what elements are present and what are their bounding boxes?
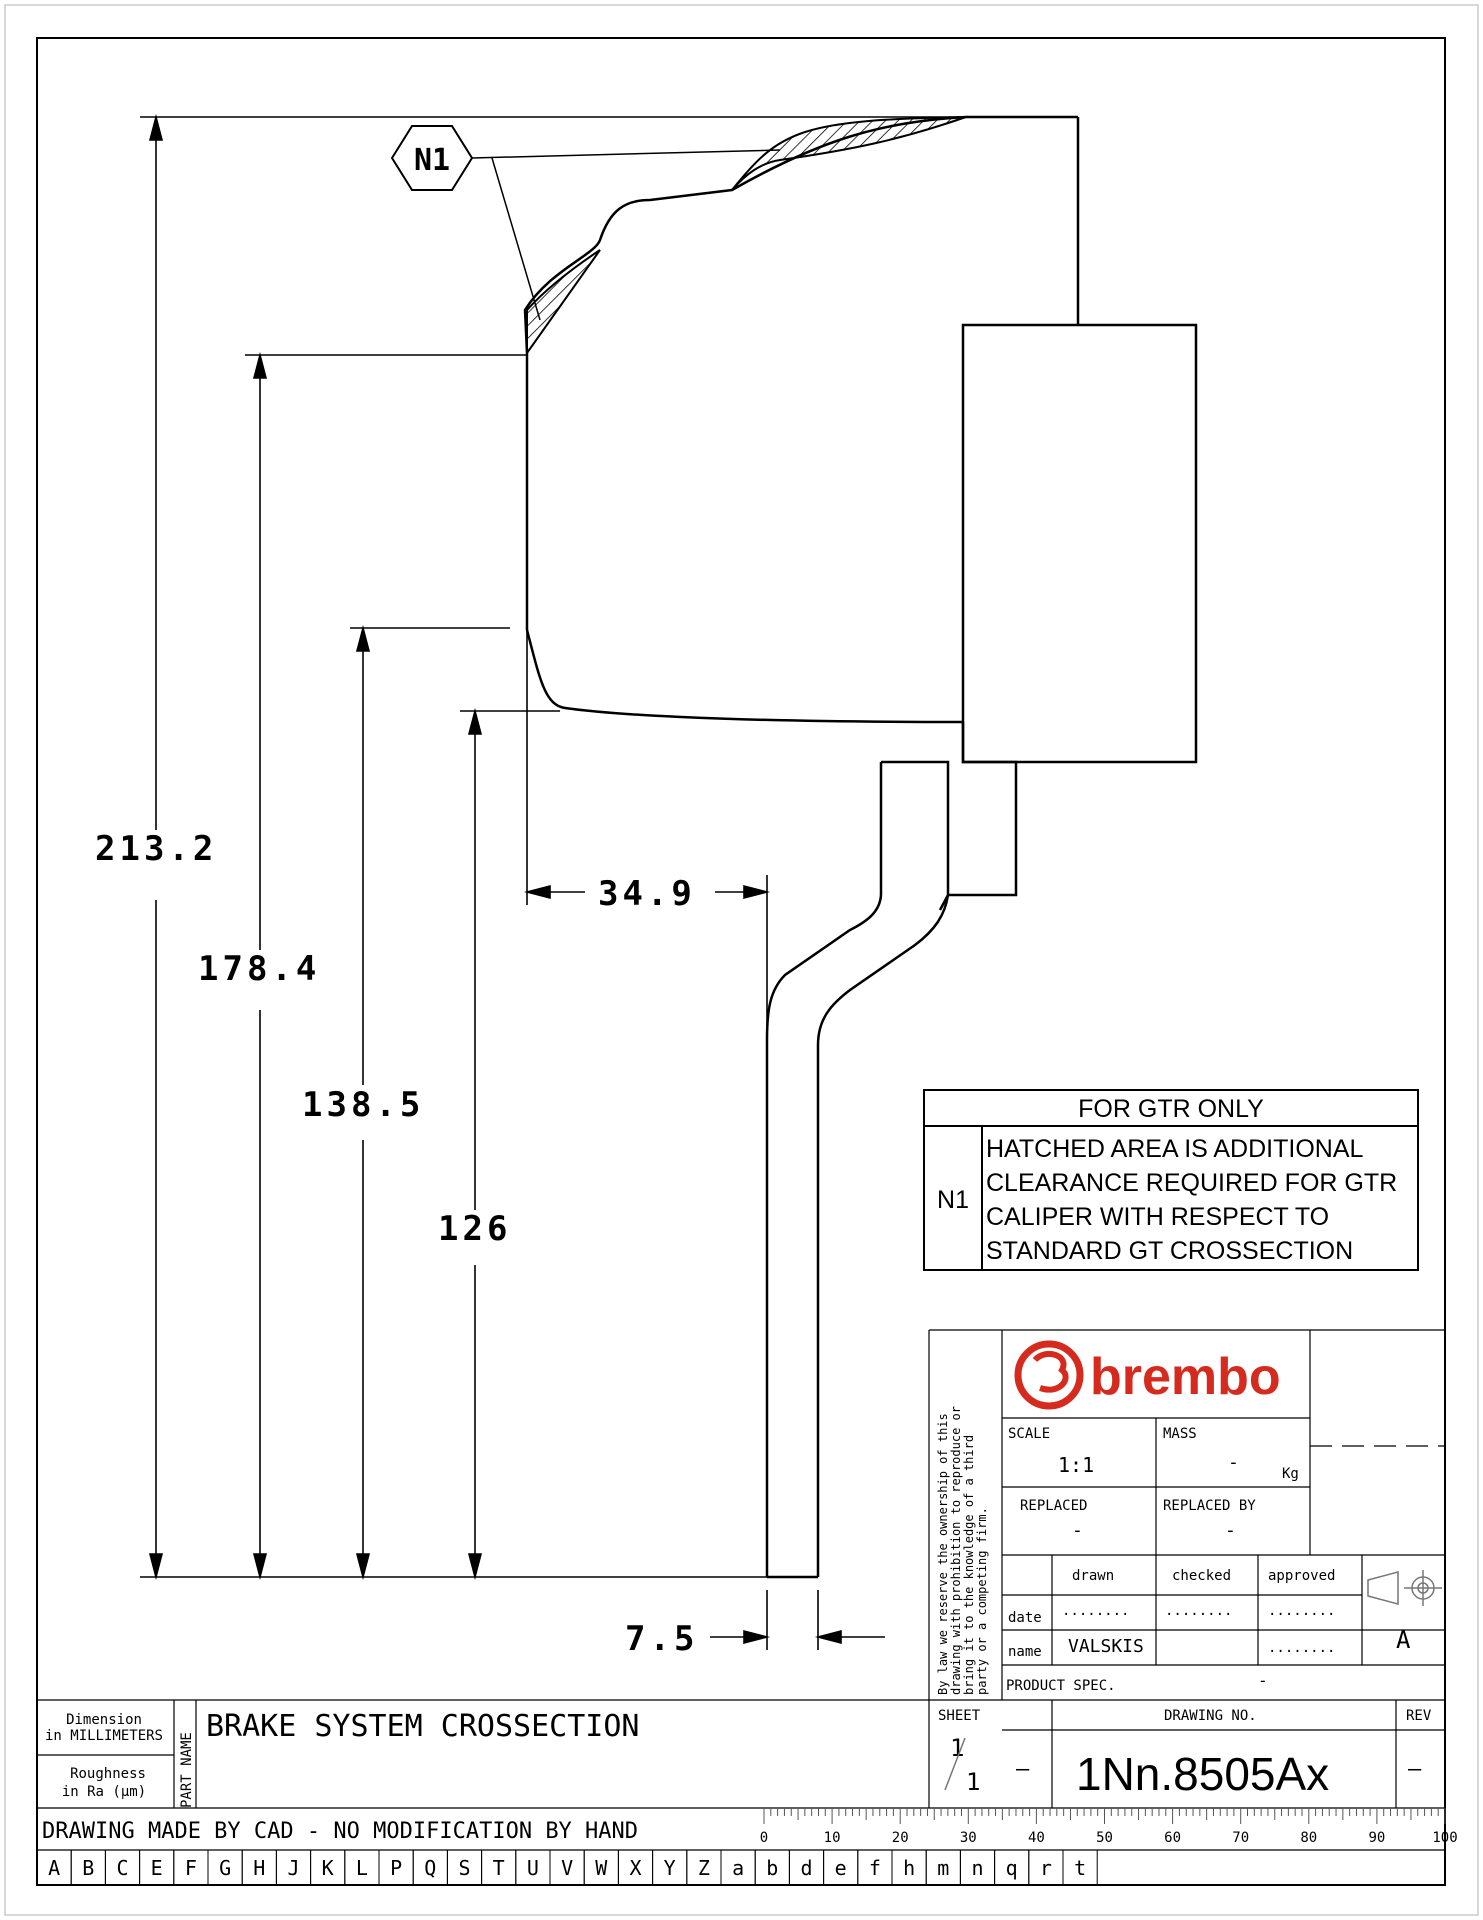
- drawing-no-label: DRAWING NO.: [1164, 1708, 1257, 1724]
- mass-unit: Kg: [1282, 1466, 1299, 1482]
- ruler-label: 60: [1164, 1830, 1182, 1846]
- date-drawn: ........: [1062, 1603, 1130, 1619]
- replaced-by-value: -: [1225, 1520, 1236, 1541]
- replaced-by-label: REPLACED BY: [1163, 1498, 1256, 1514]
- replaced-value: -: [1072, 1520, 1083, 1541]
- col-approved: approved: [1268, 1568, 1336, 1584]
- approved-name: ........: [1268, 1640, 1336, 1656]
- dimension-label-2: in MILLIMETERS: [44, 1728, 164, 1744]
- row-date: date: [1008, 1610, 1042, 1626]
- row-name: name: [1008, 1644, 1042, 1660]
- letter-cell-label: A: [48, 1856, 61, 1880]
- replaced-label: REPLACED: [1020, 1498, 1088, 1514]
- mass-label: MASS: [1163, 1426, 1197, 1442]
- letter-cell-label: r: [1039, 1856, 1052, 1880]
- date-checked: ........: [1165, 1603, 1233, 1619]
- dimension-overall-height: 213.2: [95, 829, 218, 869]
- col-drawn: drawn: [1072, 1568, 1115, 1584]
- ruler-label: 80: [1300, 1830, 1318, 1846]
- letter-cell-label: G: [219, 1856, 232, 1880]
- roughness-label-1: Roughness: [70, 1766, 146, 1782]
- letter-cell-label: L: [355, 1856, 368, 1880]
- ruler-label: 90: [1368, 1830, 1386, 1846]
- dimension-height-3: 138.5: [302, 1085, 425, 1125]
- dimension-offset: 34.9: [598, 874, 696, 914]
- letter-cell-label: J: [287, 1856, 300, 1880]
- note-line-1: HATCHED AREA IS ADDITIONAL: [986, 1135, 1364, 1163]
- date-approved: ........: [1268, 1603, 1336, 1619]
- letter-cell-label: P: [390, 1856, 403, 1880]
- note-table-key: N1: [937, 1186, 969, 1214]
- dimension-label-1: Dimension: [66, 1712, 142, 1728]
- ruler-label: 70: [1232, 1830, 1250, 1846]
- letter-cell-label: t: [1074, 1856, 1087, 1880]
- letter-cell-label: n: [971, 1856, 984, 1880]
- projection-letter: A: [1396, 1626, 1411, 1654]
- mass-value: -: [1228, 1452, 1239, 1473]
- ruler-label: 40: [1027, 1830, 1045, 1846]
- hatched-clearance-area-side: [527, 250, 600, 353]
- ruler-label: 20: [891, 1830, 909, 1846]
- projection-symbol-icon: [1368, 1570, 1442, 1606]
- brembo-logo: [1018, 1344, 1281, 1406]
- letter-cell-label: V: [561, 1856, 574, 1880]
- scale-label: SCALE: [1008, 1426, 1051, 1442]
- scale-ruler: [764, 1808, 1445, 1824]
- scale-value: 1:1: [1058, 1453, 1095, 1477]
- cad-note: DRAWING MADE BY CAD - NO MODIFICATION BY HAND: [42, 1819, 639, 1844]
- ownership-notice: [936, 1406, 989, 1695]
- dimension-height-2: 178.4: [198, 949, 321, 989]
- letter-cell-label: F: [184, 1856, 197, 1880]
- ruler-label: 10: [823, 1830, 841, 1846]
- letter-cell-label: K: [321, 1856, 334, 1880]
- letter-cell-label: U: [526, 1856, 539, 1880]
- product-spec-value: -: [1258, 1671, 1268, 1690]
- rev-label: REV: [1406, 1708, 1432, 1724]
- drawn-name: VALSKIS: [1068, 1636, 1144, 1657]
- letter-cell-label: T: [492, 1856, 505, 1880]
- dimension-thickness: 7.5: [625, 1619, 699, 1659]
- letter-cell-label: b: [766, 1856, 779, 1880]
- ownership-line-4: party or a competing firm.: [975, 1507, 989, 1695]
- letter-cell-label: E: [150, 1856, 163, 1880]
- letter-cell-label: X: [629, 1856, 642, 1880]
- ruler-label: 30: [959, 1830, 977, 1846]
- product-spec-label: PRODUCT SPEC.: [1006, 1678, 1116, 1694]
- letter-cell-label: B: [82, 1856, 95, 1880]
- letter-cell-label: m: [937, 1856, 950, 1880]
- letter-cell-label: q: [1005, 1856, 1018, 1880]
- rev-value: —: [1408, 1757, 1422, 1782]
- n1-callout-label: N1: [413, 143, 451, 178]
- letter-cell-label: Y: [663, 1856, 676, 1880]
- letter-strip: [37, 1850, 1097, 1885]
- dimension-height-4: 126: [438, 1209, 512, 1249]
- note-line-3: CALIPER WITH RESPECT TO: [986, 1203, 1330, 1231]
- col-checked: checked: [1172, 1568, 1232, 1584]
- n1-callout: [392, 126, 780, 320]
- ruler-label: 0: [759, 1830, 769, 1846]
- drawing-no: 1Nn.8505Ax: [1076, 1748, 1330, 1800]
- brembo-wordmark: brembo: [1090, 1348, 1281, 1406]
- letter-cell-label: Z: [697, 1856, 710, 1880]
- hatched-clearance-area-top: [732, 117, 966, 190]
- part-name-label: PART NAME: [179, 1732, 195, 1808]
- letter-cell-label: S: [458, 1856, 471, 1880]
- note-table-header: FOR GTR ONLY: [1078, 1095, 1264, 1123]
- sheet-total: 1: [966, 1768, 981, 1796]
- dimension-lines: [140, 117, 966, 1650]
- ownership-line-1: By law we reserve the ownership of this: [936, 1413, 950, 1695]
- letter-cell-label: W: [595, 1856, 608, 1880]
- note-line-2: CLEARANCE REQUIRED FOR GTR: [986, 1169, 1398, 1197]
- roughness-label-2: in Ra (µm): [61, 1784, 147, 1800]
- sheet-dash: —: [1016, 1757, 1030, 1782]
- letter-cell-label: f: [868, 1856, 881, 1880]
- letter-cell-label: d: [800, 1856, 813, 1880]
- part-name: BRAKE SYSTEM CROSSECTION: [206, 1709, 640, 1744]
- ownership-line-2: drawing with prohibition to reproduce or: [949, 1406, 963, 1695]
- letter-cell-label: C: [116, 1856, 129, 1880]
- note-line-4: STANDARD GT CROSSECTION: [986, 1237, 1354, 1265]
- letter-cell-label: h: [903, 1856, 916, 1880]
- sheet-num: 1: [950, 1734, 965, 1762]
- letter-cell-label: H: [253, 1856, 266, 1880]
- letter-cell-label: a: [732, 1856, 745, 1880]
- note-table: [924, 1090, 1418, 1270]
- ruler-label: 100: [1432, 1830, 1458, 1846]
- ruler-label: 50: [1096, 1830, 1113, 1846]
- ownership-line-3: bring it to the knowledge of a third: [962, 1434, 976, 1695]
- letter-cell-label: Q: [424, 1856, 437, 1880]
- sheet-label: SHEET: [938, 1708, 981, 1724]
- letter-cell-label: e: [834, 1856, 847, 1880]
